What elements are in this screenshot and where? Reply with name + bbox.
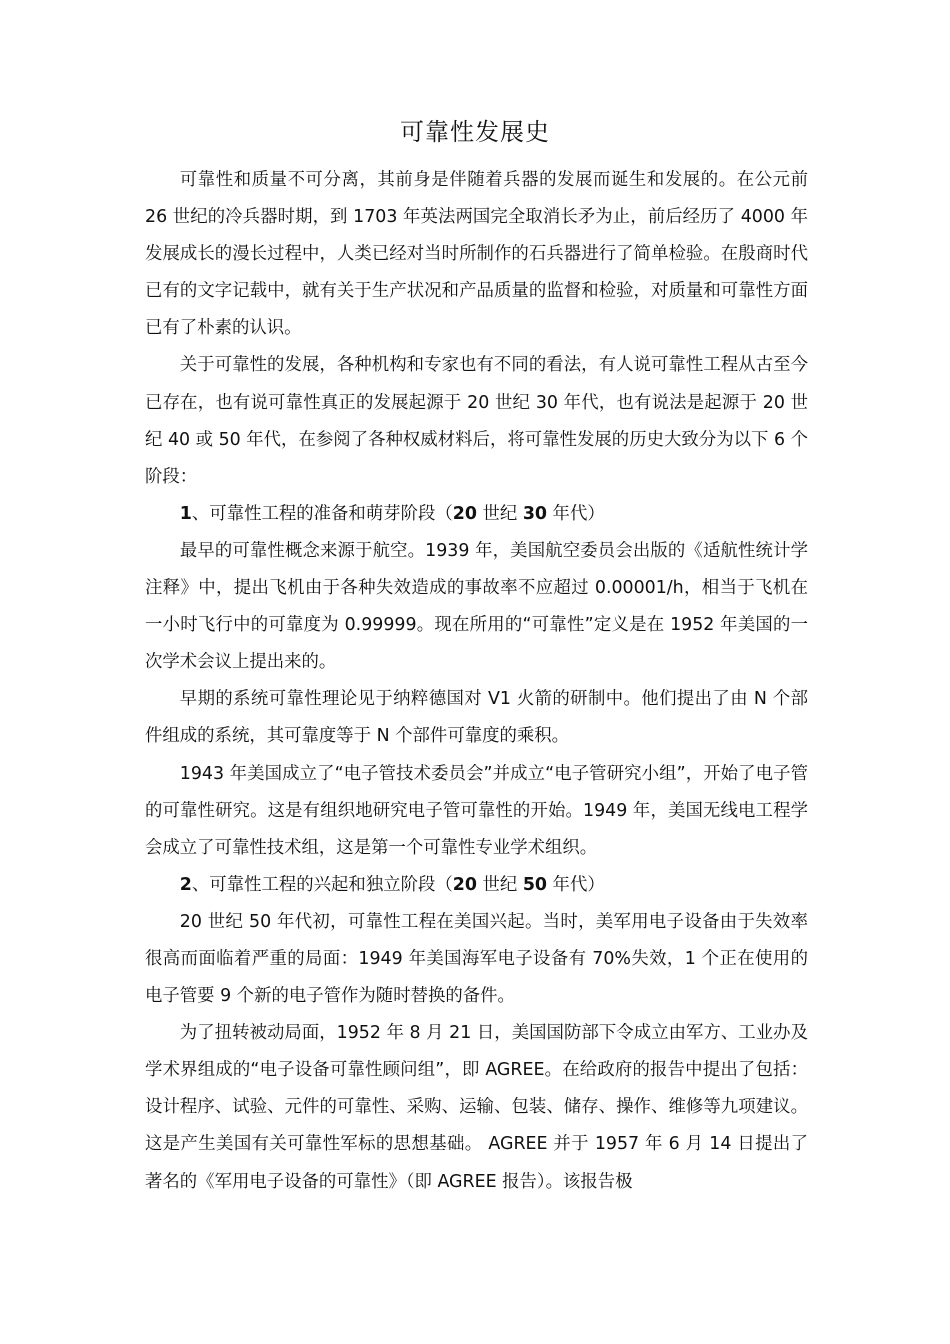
paragraph-v1-rocket: 早期的系统可靠性理论见于纳粹德国对 V1 火箭的研制中。他们提出了由 N 个部件组成的系统，其可靠度等于 N 个部件可靠度的乘积。: [145, 689, 808, 747]
heading-number: 2: [179, 874, 192, 895]
section-heading-1: [145, 496, 808, 533]
paragraph-vacuum-tube: 1943 年美国成立了“电子管技术委员会”并成立“电子管研究小组”，开始了电子管的可靠性研究。这是有组织地研究电子管可靠性的开始。1949 年，美国无线电工程学会成立了可靠性技术组，这是第一个可靠性专业学术组织。: [145, 763, 808, 858]
paragraph-1950s: 20 世纪 50 年代初，可靠性工程在美国兴起。当时，美军用电子设备由于失效率很高而面临着严重的局面：1949 年美国海军电子设备有 70%失效，1 个正在使用的电子管要 9 个新的电子管作为随时替换的备件。: [145, 911, 808, 1007]
heading-text: 年代）: [547, 874, 605, 895]
section-heading-2: [145, 867, 808, 904]
heading-number: 30: [522, 503, 548, 524]
paragraph-intro: 可靠性和质量不可分离，其前身是伴随着兵器的发展而诞生和发展的。在公元前 26 世纪的冷兵器时期，到 1703 年英法两国完全取消长矛为止，前后经历了 4000 年发展成长的漫长过程中，人类已经对当时所制作的石兵器进行了简单检验。在殷商时代已有的文字记载中，就有关于生产状况和产品质量的监督和检验，对质量和可靠性方面已有了朴素的认识。: [145, 170, 808, 339]
heading-text: 、可靠性工程的兴起和独立阶段（: [191, 874, 453, 895]
document-body: [145, 162, 808, 1201]
heading-text: 年代）: [547, 503, 605, 524]
heading-number: 20: [452, 874, 477, 895]
heading-number: 20: [452, 503, 477, 524]
heading-number: 1: [179, 503, 192, 524]
page-title: 可靠性发展史: [400, 118, 550, 146]
paragraph-aviation: 最早的可靠性概念来源于航空。1939 年，美国航空委员会出版的《适航性统计学注释》中，提出飞机由于各种失效造成的事故率不应超过 0.00001/h，相当于飞机在一小时飞行中的可靠度为 0.99999。现在所用的“可靠性”定义是在 1952 年美国的一次学术会议上提出来的。: [145, 540, 808, 673]
heading-number: 50: [522, 874, 548, 895]
paragraph-stages: 关于可靠性的发展，各种机构和专家也有不同的看法，有人说可靠性工程从古至今已存在，也有说可靠性真正的发展起源于 20 世纪 30 年代，也有说法是起源于 20 世纪 40 或 50 年代，在参阅了各种权威材料后，将可靠性发展的历史大致分为以下 6 个阶段：: [145, 355, 808, 487]
paragraph-agree: 为了扭转被动局面，1952 年 8 月 21 日，美国国防部下令成立由军方、工业办及学术界组成的“电子设备可靠性顾问组”，即 AGREE。在给政府的报告中提出了包括：设计程序、试验、元件的可靠性、采购、运输、包装、储存、操作、维修等九项建议。这是产生美国有关可靠性军标的思想基础。 AGREE 并于 1957 年 6 月 14 日提出了著名的《军用电子设备的可靠性》（即 AGREE 报告）。该报告极: [145, 1023, 808, 1192]
heading-text: 、可靠性工程的准备和萌芽阶段（: [191, 503, 453, 524]
heading-text: 世纪: [476, 874, 523, 895]
heading-text: 世纪: [476, 503, 523, 524]
